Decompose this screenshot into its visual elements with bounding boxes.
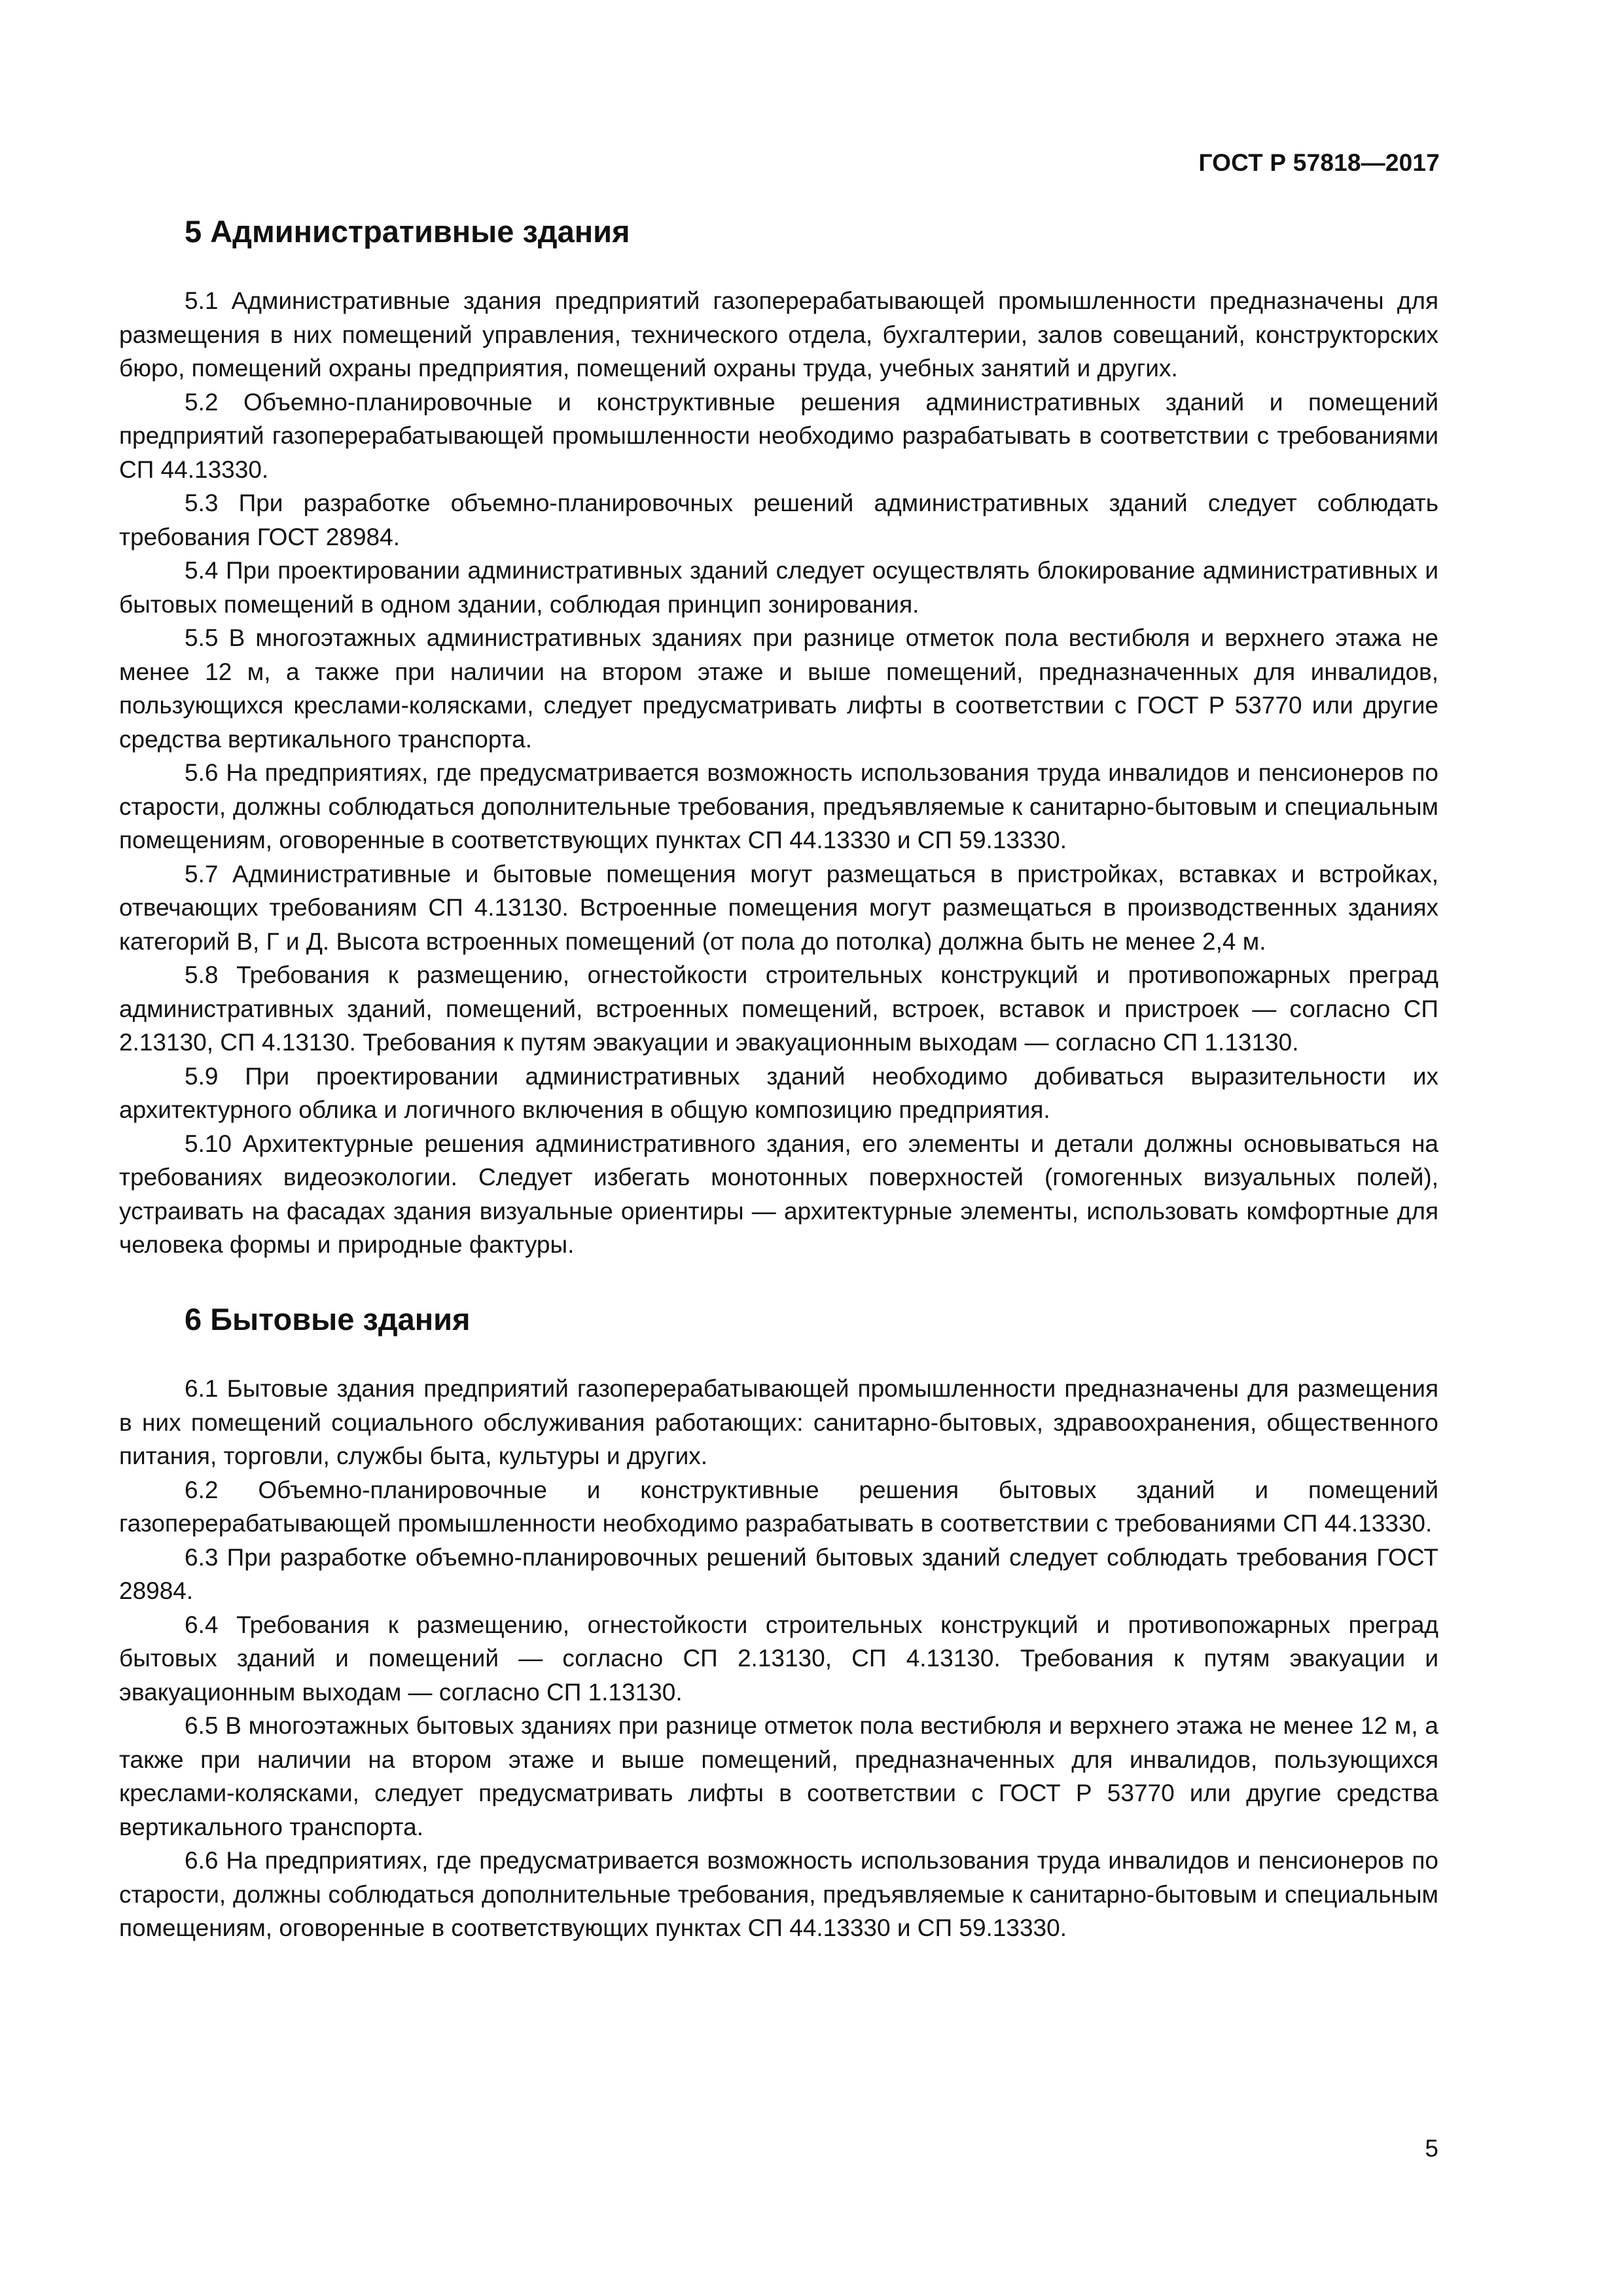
paragraph-6-3: 6.3 При разработке объемно-планировочных решений бытовых зданий следует соблюдать требования ГОСТ 28984.	[119, 1543, 1438, 1605]
paragraph-5-6: 5.6 На предприятиях, где предусматривается возможность использования труда инвалидов и пенсионеров по старости, должны соблюдаться дополнительные требования, предъявляемые к санитарно-бытовым и специальным помещениям, оговоренные в соответствующих пунктах СП 44.13330 и СП 59.13330.	[119, 759, 1438, 854]
paragraph-5-2: 5.2 Объемно-планировочные и конструктивные решения административных зданий и помещений предприятий газоперерабатывающей промышленности необходимо разрабатывать в соответствии с требованиями СП 44.13330.	[119, 388, 1438, 483]
paragraph-5-4: 5.4 При проектировании административных зданий следует осуществлять блокирование административных и бытовых помещений в одном здании, соблюдая принцип зонирования.	[119, 557, 1438, 618]
paragraph-5-1: 5.1 Административные здания предприятий газоперерабатывающей промышленности предназначены для размещения в них помещений управления, технического отдела, бухгалтерии, залов совещаний, конструкторских бюро, помещений охраны предприятия, помещений охраны труда, учебных занятий и других.	[119, 287, 1438, 382]
paragraph-6-2: 6.2 Объемно-планировочные и конструктивные решения бытовых зданий и помещений газоперерабатывающей промышленности необходимо разрабатывать в соответствии с требованиями СП 44.13330.	[119, 1476, 1438, 1537]
document-body	[119, 213, 1438, 1945]
paragraph-6-1: 6.1 Бытовые здания предприятий газоперерабатывающей промышленности предназначены для размещения в них помещений социального обслуживания работающих: санитарно-бытовых, здравоохранения, общественного питания, торговли, службы быта, культуры и других.	[119, 1375, 1438, 1470]
page-number: 5	[1425, 2135, 1438, 2162]
paragraph-6-6: 6.6 На предприятиях, где предусматривается возможность использования труда инвалидов и пенсионеров по старости, должны соблюдаться дополнительные требования, предъявляемые к санитарно-бытовым и специальным помещениям, оговоренные в соответствующих пунктах СП 44.13330 и СП 59.13330.	[119, 1847, 1438, 1942]
document-code: ГОСТ Р 57818—2017	[1198, 149, 1440, 176]
paragraph-5-7: 5.7 Административные и бытовые помещения могут размещаться в пристройках, вставках и встройках, отвечающих требованиям СП 4.13130. Встроенные помещения могут размещаться в производственных зданиях категорий В, Г и Д. Высота встроенных помещений (от пола до потолка) должна быть не менее 2,4 м.	[119, 860, 1438, 955]
paragraph-6-4: 6.4 Требования к размещению, огнестойкости строительных конструкций и противопожарных преград бытовых зданий и помещений — согласно СП 2.13130, СП 4.13130. Требования к путям эвакуации и эвакуационным выходам — согласно СП 1.13130.	[119, 1611, 1438, 1706]
section-5-title: 5 Административные здания	[185, 214, 630, 249]
paragraph-5-9: 5.9 При проектировании административных зданий необходимо добиваться выразительности их архитектурного облика и логичного включения в общую композицию предприятия.	[119, 1062, 1438, 1124]
paragraph-5-10: 5.10 Архитектурные решения административного здания, его элементы и детали должны основываться на требованиях видеоэкологии. Следует избегать монотонных поверхностей (гомогенных визуальных полей), устраивать на фасадах здания визуальные ориентиры — архитектурные элементы, использовать комфортные для человека формы и природные фактуры.	[119, 1130, 1438, 1259]
section-6-title: 6 Бытовые здания	[185, 1301, 471, 1336]
paragraph-6-5: 6.5 В многоэтажных бытовых зданиях при разнице отметок пола вестибюля и верхнего этажа не менее 12 м, а также при наличии на втором этаже и выше помещений, предназначенных для инвалидов, пользующихся креслами-колясками, следует предусматривать лифты в соответствии с ГОСТ Р 53770 или другие средства вертикального транспорта.	[119, 1712, 1438, 1840]
paragraph-5-3: 5.3 При разработке объемно-планировочных решений административных зданий следует соблюдать требования ГОСТ 28984.	[119, 490, 1438, 550]
paragraph-5-5: 5.5 В многоэтажных административных зданиях при разнице отметок пола вестибюля и верхнего этажа не менее 12 м, а также при наличии на втором этаже и выше помещений, предназначенных для инвалидов, пользующихся креслами-колясками, следует предусматривать лифты в соответствии с ГОСТ Р 53770 или другие средства вертикального транспорта.	[119, 624, 1438, 753]
paragraph-5-8: 5.8 Требования к размещению, огнестойкости строительных конструкций и противопожарных преград административных зданий, помещений, встроенных помещений, встроек, вставок и пристроек — согласно СП 2.13130, СП 4.13130. Требования к путям эвакуации и эвакуационным выходам — согласно СП 1.13130.	[119, 961, 1438, 1056]
